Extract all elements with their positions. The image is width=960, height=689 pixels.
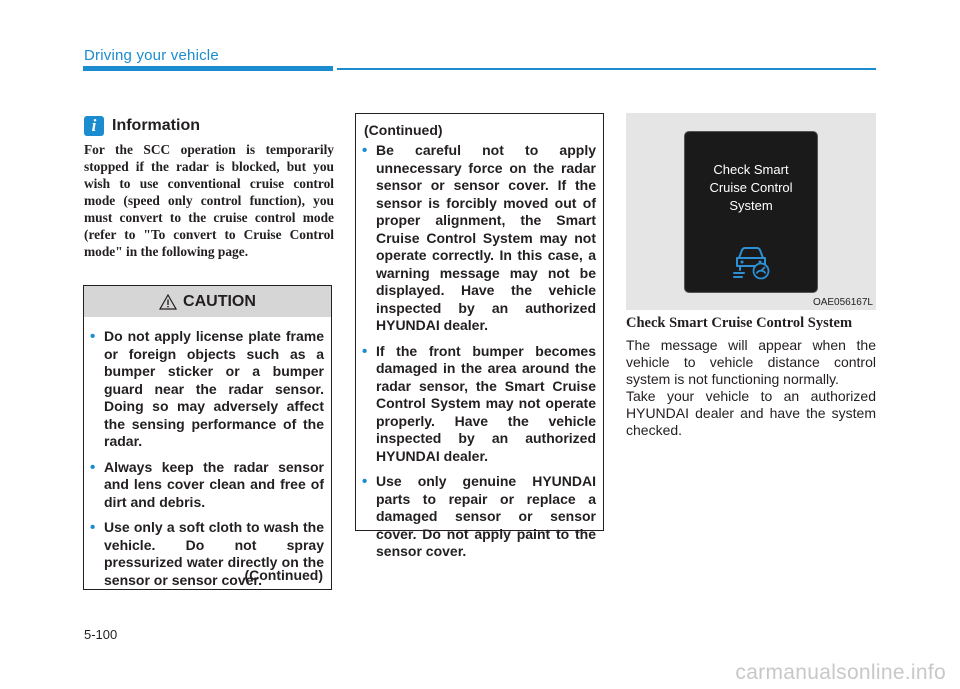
- body-paragraph: The message will appear when the vehicle to vehicle distance control system is not functioning normally.: [626, 337, 876, 387]
- header-rule-thick: [83, 66, 333, 71]
- body-paragraph: Take your vehicle to an authorized HYUNDAI dealer and have the system checked.: [626, 388, 876, 438]
- caution-list: [84, 328, 324, 597]
- caution-box: [83, 285, 332, 590]
- caution-item: • Use only a soft cloth to wash the vehicle. Do not spray pressurized water directly on the sensor or sensor cover.: [84, 519, 324, 589]
- continued-caution-box: [355, 113, 604, 559]
- radar-warning-car-icon: [731, 242, 773, 280]
- page-number: 5-100: [84, 627, 118, 642]
- cluster-figure: [626, 113, 876, 310]
- caution-title: CAUTION: [183, 292, 256, 310]
- caution-item: • Always keep the radar sensor and lens cover clean and free of dirt and debris.: [84, 459, 324, 512]
- info-icon: i: [84, 116, 104, 136]
- continued-heading: (Continued): [364, 122, 443, 138]
- section-title: Driving your vehicle: [84, 47, 219, 64]
- warning-triangle-icon: [159, 294, 177, 310]
- header-rule-thin: [337, 68, 876, 70]
- cluster-message-line: Check Smart: [713, 162, 789, 177]
- figure-code: OAE056167L: [812, 297, 873, 308]
- information-heading: [84, 115, 200, 137]
- continued-item: • If the front bumper becomes damaged in the area around the radar sensor, the Smart Cruise Control System may not operate properly. Have the vehicle inspected by an authorized HYUNDAI dealer.: [356, 343, 596, 466]
- section-subheading: Check Smart Cruise Control System: [626, 315, 853, 331]
- caution-header: [84, 286, 331, 317]
- caution-item: • Do not apply license plate frame or foreign objects such as a bumper sticker or a bumper guard near the radar sensor. Doing so may adversely affect the sensing performance of the radar.: [84, 328, 324, 451]
- cluster-display: [684, 131, 818, 293]
- continued-item: • Be careful not to apply unnecessary force on the radar sensor or sensor cover. If the sensor is forcibly moved out of proper alignment, the Smart Cruise Control System may not operate correctly. In this case, a warning message may not be displayed. Have the vehicle inspected by an authorized HYUNDAI dealer.: [356, 142, 596, 335]
- watermark: carmanualsonline.info: [735, 661, 946, 684]
- continued-item: • Use only genuine HYUNDAI parts to repair or replace a damaged sensor or sensor cover. Do not apply paint to the sensor cover.: [356, 473, 596, 561]
- cluster-message: [685, 161, 817, 215]
- continued-list: [356, 142, 596, 569]
- cluster-message-line: Cruise Control: [709, 180, 793, 195]
- information-body: For the SCC operation is temporarily stopped if the radar is blocked, but you wish to use conventional cruise control mode (speed only control function), you must convert to the cruise control mode (refer to "To convert to Cruise Control mode" in the following page.: [84, 142, 334, 259]
- caution-continued-label: (Continued): [244, 567, 323, 583]
- information-title: Information: [112, 117, 200, 134]
- cluster-message-line: System: [729, 198, 773, 213]
